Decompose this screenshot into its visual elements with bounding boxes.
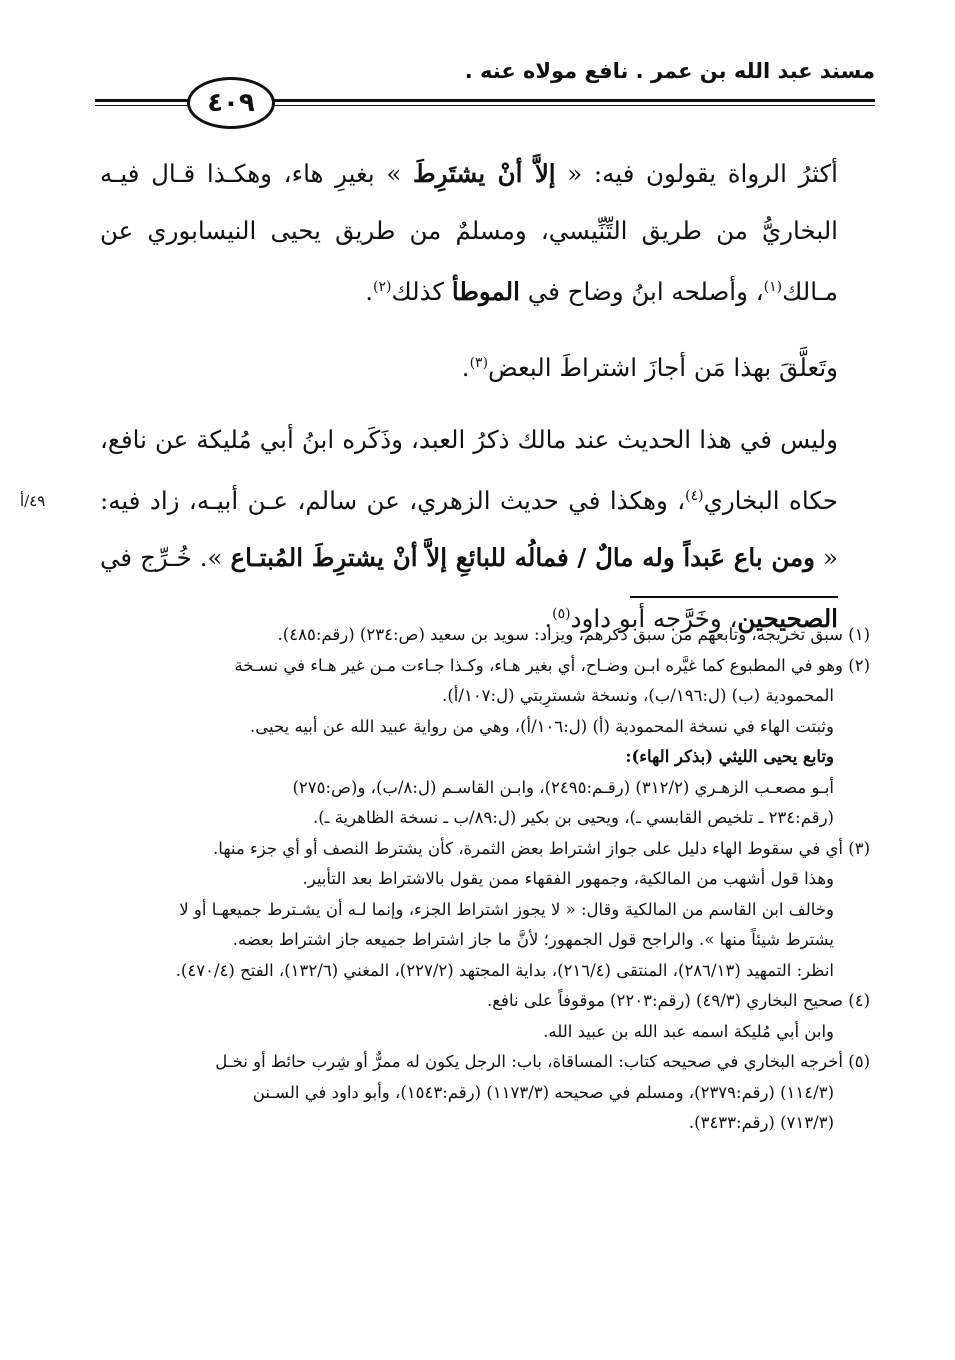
footnote-ref-3[interactable]: (٣): [469, 355, 489, 372]
footnotes: [100, 620, 870, 1139]
page-number: ٤٠٩: [187, 77, 275, 129]
footnote-ref-5[interactable]: (٥): [552, 606, 571, 623]
text-run: كذلك: [391, 277, 452, 307]
footnote-1: (١) سبق تخريجه، وتابعهم من سبق ذكرهم، ويزاد: سويد بن سعيد (ص:٢٣٤) (رقم:٤٨٥).: [277, 625, 870, 644]
main-text: [100, 145, 838, 648]
footnote-2-line: وثبتت الهاء في نسخة المحمودية (أ) (ل:١٠٦/أ)، وهي من رواية عبيد الله عن أبيه يحيى.: [250, 716, 834, 736]
book-title-muwatta: الموطأ: [451, 277, 520, 307]
page-header: [95, 55, 875, 125]
text-run: .: [365, 277, 373, 307]
text-run: » بغيرِ هاء، وهكـذا قـال فيـه البخاريُّ من طريق التِّنِّيسي، ومسلمٌ من طريق يحيى النيسابوري عن مـالك: [100, 159, 838, 307]
text-run: وتَعلَّقَ بهذا مَن أجازَ اشتراطَ البعض: [488, 353, 838, 383]
footnote-3-line: وخالف ابن القاسم من المالكية وقال: « لا يجوز اشتراط الجزء، وإنما لـه أن يشـترط جميعهـا أو لا: [179, 899, 834, 919]
text-run: ». خُـرِّج في: [100, 543, 231, 573]
footnote-3: (٣) أي في سقوط الهاء دليل على جواز اشتراط بعض الثمرة، كأن يشترط النصف أو أي جزء منها.: [213, 838, 870, 858]
text-run: ، وخَرَّجه أبو داود: [570, 604, 738, 634]
footnote-separator: [630, 596, 838, 598]
footnote-3-line: وهذا قول أشهب من المالكية، وجمهور الفقهاء ممن يقول بالاشتراط بعد التأبير.: [302, 869, 834, 888]
footnote-3-line: انظر: التمهيد (٢٨٦/١٣)، المنتقى (٢١٦/٤)، بداية المجتهد (٢٢٧/٢)، المغني (١٣٢/٦)، الفتح (٤٧٠/٤).: [175, 960, 834, 980]
folio-margin-note: ٤٩/أ: [20, 492, 46, 510]
paragraph-3: [100, 411, 838, 647]
footnote-2-line: (رقم:٢٣٤ ـ تلخيص القابسي ـ)، ويحيى بن بكير (ل:٨٩/ب ـ نسخة الظاهرية ـ).: [312, 808, 834, 827]
footnote-5-line: (١١٤/٣) (رقم:٢٣٧٩)، ومسلم في صحيحه (١١٧٣/٣) (رقم:١٥٤٣)، وأبو داود في السـنن: [252, 1082, 834, 1102]
hadith-quote: ومن باع عَبداً وله مالٌ / فمالُه للبائعِ إلاَّ أنْ يشترِطَ المُبتـاع: [230, 543, 816, 573]
text-run: ، وهكذا في حديث الزهري، عن سالم، عـن أبيـه، زاد فيه: «: [100, 486, 838, 573]
footnote-5-line: (٧١٣/٣) (رقم:٣٤٣٣).: [688, 1113, 834, 1132]
paragraph-2: [100, 335, 838, 396]
footnote-ref-2[interactable]: (٢): [372, 279, 392, 295]
footnote-2-line: المحمودية (ب) (ل:١٩٦/ب)، ونسخة شسترِبتي (ل:١٠٧/أ).: [442, 686, 834, 705]
quoted-phrase: إلاَّ أنْ يشتَرِطَ: [412, 159, 556, 188]
text-run: .: [461, 353, 470, 383]
text-run: أكثرُ الرواة يقولون فيه: «: [555, 159, 838, 188]
footnote-2-line: أبـو مصعـب الزهـري (٣١٢/٢) (رقـم:٢٤٩٥)، وابـن القاسـم (ل:٨/ب)، و(ص:٢٧٥): [292, 777, 834, 797]
footnote-4: (٤) صحيح البخاري (٤٩/٣) (رقم:٢٢٠٣) موقوفاً على نافع.: [487, 991, 870, 1010]
footnote-2: (٢) وهو في المطبوع كما غيَّره ابـن وضـاح، أي بغير هـاء، وكـذا جـاءت مـن غير هـاء في نسـخة: [234, 655, 870, 675]
footnote-3-line: يشترط شيئاً منها ». والراجح قول الجمهور؛ لأنَّ ما جاز اشتراط جميعه جاز اشتراط بعضه.: [232, 930, 834, 949]
running-title: مسند عبد الله بن عمر . نافع مولاه عنه .: [464, 59, 875, 83]
text-run: .: [544, 604, 553, 634]
book-title-sahihayn: الصحيحين: [737, 604, 838, 634]
footnote-ref-4[interactable]: (٤): [685, 488, 704, 505]
text-run: وليس في هذا الحديث عند مالك ذكرُ العبد، وذَكَره ابنُ أبي مُليكة عن نافع، حكاه البخاري: [100, 425, 839, 516]
footnote-2-subheading: وتابع يحيى الليثي (بذكر الهاء):: [625, 747, 834, 766]
footnote-4-line: وابن أبي مُليكة اسمه عبد الله بن عبيد الله.: [543, 1021, 834, 1041]
paragraph-1: [100, 145, 838, 320]
footnote-5: (٥) أخرجه البخاري في صحيحه كتاب: المساقاة، باب: الرجل يكون له ممرٌّ أو شِرب حائط أو نخـل: [215, 1052, 870, 1071]
footnote-ref-1[interactable]: (١): [763, 279, 783, 295]
text-run: ، وأصلحه ابنُ وضاح في: [519, 277, 764, 307]
